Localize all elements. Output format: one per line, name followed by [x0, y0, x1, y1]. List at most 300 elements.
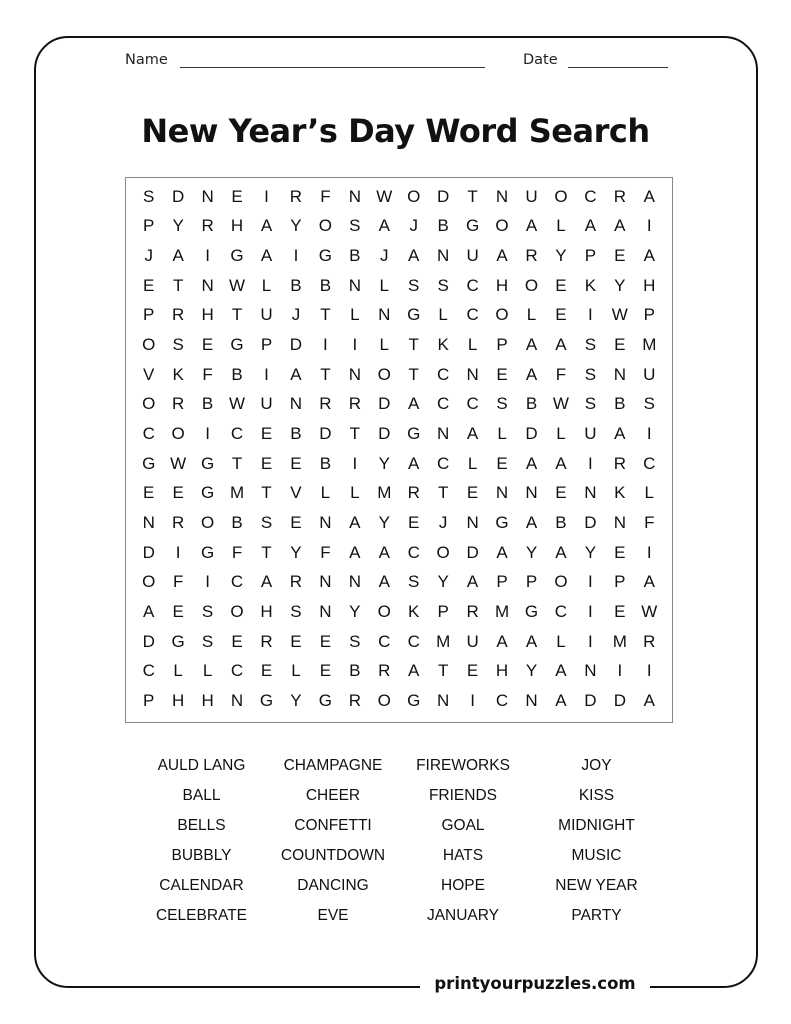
grid-cell[interactable]: T — [437, 483, 449, 503]
grid-cell[interactable]: C — [230, 424, 244, 444]
grid-cell[interactable]: A — [496, 631, 508, 651]
grid-cell[interactable]: D — [172, 186, 185, 206]
grid-cell[interactable]: D — [584, 691, 597, 711]
grid-cell[interactable]: M — [229, 483, 245, 503]
grid-cell[interactable]: S — [584, 394, 597, 414]
grid-cell[interactable]: A — [555, 453, 567, 473]
grid-cell[interactable]: N — [584, 483, 597, 503]
grid-cell[interactable]: N — [348, 275, 361, 295]
grid-cell[interactable]: D — [142, 631, 155, 651]
grid-cell[interactable]: A — [643, 572, 655, 592]
grid-cell[interactable]: T — [231, 305, 243, 325]
grid-cell[interactable]: O — [377, 602, 391, 622]
grid-cell[interactable]: N — [437, 424, 450, 444]
grid-cell[interactable]: G — [230, 335, 244, 355]
grid-cell[interactable]: G — [524, 602, 539, 622]
grid-cell[interactable]: A — [260, 216, 273, 236]
grid-cell[interactable]: B — [555, 513, 567, 533]
grid-cell[interactable]: E — [496, 364, 508, 384]
grid-cell[interactable]: I — [264, 364, 269, 384]
grid-cell[interactable]: L — [497, 424, 507, 444]
grid-cell[interactable]: I — [588, 305, 593, 325]
grid-cell[interactable]: S — [437, 275, 449, 295]
grid-cell[interactable]: W — [170, 453, 187, 473]
grid-cell[interactable]: I — [264, 186, 269, 206]
grid-cell[interactable]: A — [466, 424, 479, 444]
grid-cell[interactable]: F — [320, 186, 331, 206]
grid-cell[interactable]: Y — [555, 246, 567, 266]
grid-cell[interactable]: F — [172, 572, 184, 592]
grid-cell[interactable]: G — [200, 453, 215, 473]
grid-cell[interactable]: B — [201, 394, 214, 414]
grid-cell[interactable]: W — [229, 275, 246, 295]
grid-cell[interactable]: G — [407, 424, 421, 444]
grid-cell[interactable]: Y — [290, 691, 302, 711]
grid-cell[interactable]: L — [438, 305, 448, 325]
grid-cell[interactable]: P — [260, 335, 273, 355]
name-field-line[interactable] — [180, 67, 485, 68]
grid-cell[interactable]: A — [555, 691, 567, 711]
grid-cell[interactable]: A — [555, 335, 567, 355]
grid-cell[interactable]: N — [289, 394, 303, 414]
grid-cell[interactable]: R — [407, 483, 420, 503]
grid-cell[interactable]: A — [525, 513, 538, 533]
grid-cell[interactable]: E — [143, 275, 155, 295]
grid-cell[interactable]: R — [201, 216, 214, 236]
grid-cell[interactable]: B — [290, 275, 302, 295]
grid-cell[interactable]: G — [465, 216, 480, 236]
grid-cell[interactable]: O — [524, 275, 539, 295]
grid-cell[interactable]: N — [319, 602, 332, 622]
grid-cell[interactable]: A — [466, 572, 479, 592]
grid-cell[interactable]: N — [437, 246, 450, 266]
grid-cell[interactable]: D — [378, 424, 391, 444]
grid-cell[interactable]: E — [614, 246, 626, 266]
grid-cell[interactable]: O — [436, 542, 450, 562]
grid-cell[interactable]: N — [437, 691, 450, 711]
grid-cell[interactable]: N — [495, 483, 509, 503]
grid-cell[interactable]: S — [408, 275, 420, 295]
grid-cell[interactable]: U — [466, 631, 479, 651]
grid-cell[interactable]: S — [408, 572, 420, 592]
grid-cell[interactable]: D — [437, 186, 450, 206]
grid-cell[interactable]: G — [230, 246, 244, 266]
grid-cell[interactable]: K — [408, 602, 420, 622]
grid-cell[interactable]: A — [555, 542, 567, 562]
grid-cell[interactable]: T — [349, 424, 361, 444]
grid-cell[interactable]: C — [437, 453, 450, 473]
grid-cell[interactable]: C — [437, 394, 450, 414]
grid-cell[interactable]: E — [290, 513, 302, 533]
grid-cell[interactable]: C — [495, 691, 509, 711]
grid-cell[interactable]: R — [643, 631, 656, 651]
grid-cell[interactable]: E — [319, 631, 332, 651]
grid-cell[interactable]: B — [349, 246, 361, 266]
grid-cell[interactable]: R — [289, 572, 303, 592]
grid-cell[interactable]: E — [614, 335, 626, 355]
grid-cell[interactable]: E — [466, 483, 479, 503]
grid-cell[interactable]: A — [408, 246, 420, 266]
grid-cell[interactable]: B — [319, 453, 332, 473]
grid-cell[interactable]: N — [201, 275, 214, 295]
grid-cell[interactable]: P — [143, 216, 155, 236]
grid-cell[interactable]: E — [555, 483, 567, 503]
grid-cell[interactable]: A — [260, 246, 273, 266]
grid-cell[interactable]: A — [555, 661, 567, 681]
grid-cell[interactable]: I — [175, 542, 181, 562]
grid-cell[interactable]: B — [525, 394, 538, 414]
grid-cell[interactable]: N — [201, 186, 214, 206]
grid-cell[interactable]: F — [231, 542, 243, 562]
grid-cell[interactable]: L — [556, 424, 566, 444]
grid-cell[interactable]: S — [290, 602, 302, 622]
grid-cell[interactable]: H — [172, 691, 185, 711]
grid-cell[interactable]: E — [466, 661, 479, 681]
grid-cell[interactable]: E — [260, 424, 273, 444]
grid-cell[interactable]: T — [467, 186, 478, 206]
grid-cell[interactable]: G — [200, 483, 215, 503]
grid-cell[interactable]: R — [525, 246, 538, 266]
grid-cell[interactable]: P — [525, 572, 538, 592]
grid-cell[interactable]: I — [293, 246, 299, 266]
grid-cell[interactable]: C — [584, 186, 597, 206]
grid-cell[interactable]: L — [467, 453, 478, 473]
grid-cell[interactable]: N — [348, 572, 361, 592]
grid-cell[interactable]: J — [291, 305, 301, 325]
grid-cell[interactable]: M — [494, 602, 510, 622]
grid-cell[interactable]: E — [496, 453, 508, 473]
grid-cell[interactable]: L — [320, 483, 331, 503]
grid-cell[interactable]: N — [584, 661, 597, 681]
grid-cell[interactable]: A — [172, 246, 184, 266]
grid-cell[interactable]: F — [644, 513, 655, 533]
grid-cell[interactable]: C — [466, 394, 479, 414]
grid-cell[interactable]: E — [555, 305, 567, 325]
grid-cell[interactable]: T — [261, 483, 272, 503]
grid-cell[interactable]: Y — [437, 572, 449, 592]
grid-cell[interactable]: A — [525, 364, 538, 384]
grid-cell[interactable]: E — [260, 661, 273, 681]
grid-cell[interactable]: I — [617, 661, 623, 681]
grid-cell[interactable]: A — [408, 453, 420, 473]
grid-cell[interactable]: L — [379, 335, 389, 355]
grid-cell[interactable]: R — [172, 394, 185, 414]
grid-cell[interactable]: D — [466, 542, 479, 562]
grid-cell[interactable]: A — [496, 246, 508, 266]
grid-cell[interactable]: N — [348, 364, 361, 384]
grid-cell[interactable]: H — [201, 691, 214, 711]
grid-cell[interactable]: P — [614, 572, 626, 592]
grid-cell[interactable]: O — [377, 364, 391, 384]
grid-cell[interactable]: O — [142, 572, 156, 592]
grid-cell[interactable]: C — [437, 364, 450, 384]
grid-cell[interactable]: E — [290, 631, 302, 651]
grid-cell[interactable]: E — [614, 542, 626, 562]
grid-cell[interactable]: U — [466, 246, 479, 266]
grid-cell[interactable]: R — [466, 602, 479, 622]
grid-cell[interactable]: R — [348, 691, 361, 711]
grid-cell[interactable]: C — [407, 542, 420, 562]
grid-cell[interactable]: S — [201, 631, 214, 651]
grid-cell[interactable]: G — [495, 513, 509, 533]
grid-cell[interactable]: N — [319, 572, 332, 592]
grid-cell[interactable]: G — [200, 542, 215, 562]
grid-cell[interactable]: M — [377, 483, 392, 503]
grid-cell[interactable]: S — [496, 394, 508, 414]
grid-cell[interactable]: A — [378, 572, 390, 592]
grid-cell[interactable]: B — [231, 513, 243, 533]
grid-cell[interactable]: K — [437, 335, 449, 355]
grid-cell[interactable]: I — [352, 453, 358, 473]
grid-cell[interactable]: J — [144, 246, 153, 266]
grid-cell[interactable]: O — [554, 186, 568, 206]
grid-cell[interactable]: D — [378, 394, 391, 414]
grid-cell[interactable]: A — [378, 216, 390, 236]
grid-cell[interactable]: A — [290, 364, 302, 384]
grid-cell[interactable]: B — [349, 661, 361, 681]
grid-cell[interactable]: I — [646, 424, 652, 444]
grid-cell[interactable]: M — [436, 631, 451, 651]
grid-cell[interactable]: P — [437, 602, 449, 622]
grid-cell[interactable]: N — [466, 364, 479, 384]
grid-cell[interactable]: W — [229, 394, 246, 414]
grid-cell[interactable]: Y — [290, 216, 302, 236]
grid-cell[interactable]: A — [525, 453, 538, 473]
grid-cell[interactable]: S — [643, 394, 655, 414]
grid-cell[interactable]: S — [584, 335, 597, 355]
grid-cell[interactable]: O — [554, 572, 568, 592]
grid-cell[interactable]: B — [319, 275, 332, 295]
grid-cell[interactable]: H — [201, 305, 214, 325]
grid-cell[interactable]: L — [644, 483, 654, 503]
grid-cell[interactable]: O — [407, 186, 421, 206]
grid-cell[interactable]: C — [407, 631, 420, 651]
grid-cell[interactable]: M — [642, 335, 657, 355]
grid-cell[interactable]: E — [319, 661, 332, 681]
grid-cell[interactable]: D — [319, 424, 332, 444]
grid-cell[interactable]: P — [584, 246, 597, 266]
grid-cell[interactable]: I — [588, 572, 593, 592]
grid-cell[interactable]: Y — [290, 542, 302, 562]
grid-cell[interactable]: E — [614, 602, 626, 622]
grid-cell[interactable]: O — [230, 602, 244, 622]
grid-cell[interactable]: D — [584, 513, 597, 533]
grid-cell[interactable]: A — [643, 691, 655, 711]
grid-cell[interactable]: I — [588, 602, 593, 622]
grid-cell[interactable]: B — [614, 394, 626, 414]
grid-cell[interactable]: K — [614, 483, 626, 503]
grid-cell[interactable]: A — [408, 661, 420, 681]
grid-cell[interactable]: A — [643, 246, 655, 266]
grid-cell[interactable]: F — [320, 542, 331, 562]
grid-cell[interactable]: N — [466, 513, 479, 533]
grid-cell[interactable]: I — [646, 216, 652, 236]
grid-cell[interactable]: U — [643, 364, 656, 384]
grid-cell[interactable]: R — [613, 186, 626, 206]
grid-cell[interactable]: T — [320, 305, 331, 325]
grid-cell[interactable]: S — [349, 216, 361, 236]
grid-cell[interactable]: A — [525, 216, 538, 236]
grid-cell[interactable]: D — [525, 424, 538, 444]
grid-cell[interactable]: E — [172, 483, 184, 503]
grid-cell[interactable]: D — [613, 691, 626, 711]
grid-cell[interactable]: T — [261, 542, 272, 562]
grid-cell[interactable]: O — [377, 691, 391, 711]
grid-cell[interactable]: Y — [525, 542, 538, 562]
grid-cell[interactable]: T — [172, 275, 184, 295]
grid-cell[interactable]: D — [289, 335, 303, 355]
grid-cell[interactable]: T — [408, 335, 419, 355]
grid-cell[interactable]: K — [172, 364, 184, 384]
grid-cell[interactable]: E — [201, 335, 214, 355]
grid-cell[interactable]: O — [495, 305, 509, 325]
grid-cell[interactable]: G — [318, 246, 332, 266]
grid-cell[interactable]: R — [613, 453, 626, 473]
grid-cell[interactable]: C — [466, 275, 479, 295]
grid-cell[interactable]: I — [323, 335, 328, 355]
grid-cell[interactable]: I — [588, 453, 593, 473]
grid-cell[interactable]: L — [467, 335, 478, 355]
grid-cell[interactable]: N — [525, 483, 538, 503]
grid-cell[interactable]: A — [349, 513, 361, 533]
grid-cell[interactable]: C — [466, 305, 479, 325]
grid-cell[interactable]: O — [171, 424, 185, 444]
grid-cell[interactable]: E — [408, 513, 420, 533]
grid-cell[interactable]: L — [556, 216, 566, 236]
grid-cell[interactable]: A — [260, 572, 273, 592]
word-search-grid[interactable] — [125, 177, 673, 723]
grid-cell[interactable]: L — [202, 661, 213, 681]
grid-cell[interactable]: L — [173, 661, 183, 681]
grid-cell[interactable]: L — [261, 275, 272, 295]
grid-cell[interactable]: O — [495, 216, 509, 236]
grid-cell[interactable]: J — [380, 246, 389, 266]
grid-cell[interactable]: G — [259, 691, 274, 711]
grid-cell[interactable]: G — [407, 305, 421, 325]
grid-cell[interactable]: E — [231, 631, 243, 651]
grid-cell[interactable]: N — [378, 305, 391, 325]
grid-cell[interactable]: D — [142, 542, 155, 562]
grid-cell[interactable]: N — [348, 186, 361, 206]
grid-cell[interactable]: C — [142, 424, 155, 444]
grid-cell[interactable]: A — [496, 542, 508, 562]
grid-cell[interactable]: A — [643, 186, 655, 206]
grid-cell[interactable]: N — [613, 364, 626, 384]
grid-cell[interactable]: L — [350, 305, 360, 325]
grid-cell[interactable]: A — [525, 631, 538, 651]
grid-cell[interactable]: W — [376, 186, 393, 206]
grid-cell[interactable]: B — [290, 424, 302, 444]
grid-cell[interactable]: L — [379, 275, 389, 295]
grid-cell[interactable]: H — [230, 216, 244, 236]
grid-cell[interactable]: O — [200, 513, 215, 533]
grid-cell[interactable]: R — [319, 394, 332, 414]
grid-cell[interactable]: T — [320, 364, 331, 384]
grid-cell[interactable]: B — [437, 216, 449, 236]
grid-cell[interactable]: J — [438, 513, 448, 533]
grid-cell[interactable]: C — [230, 661, 244, 681]
grid-cell[interactable]: A — [614, 424, 626, 444]
grid-cell[interactable]: N — [319, 513, 332, 533]
grid-cell[interactable]: H — [495, 661, 509, 681]
grid-cell[interactable]: L — [291, 661, 301, 681]
grid-cell[interactable]: Y — [614, 275, 626, 295]
grid-cell[interactable]: N — [142, 513, 155, 533]
grid-cell[interactable]: V — [290, 483, 302, 503]
grid-cell[interactable]: C — [230, 572, 244, 592]
grid-cell[interactable]: K — [584, 275, 597, 295]
grid-cell[interactable]: Y — [378, 513, 390, 533]
grid-cell[interactable]: P — [496, 572, 508, 592]
grid-cell[interactable]: C — [554, 602, 568, 622]
grid-cell[interactable]: T — [231, 453, 243, 473]
grid-cell[interactable]: O — [142, 335, 156, 355]
grid-cell[interactable]: J — [409, 216, 418, 236]
grid-cell[interactable]: I — [646, 542, 652, 562]
grid-cell[interactable]: I — [205, 246, 210, 266]
grid-cell[interactable]: C — [378, 631, 391, 651]
grid-cell[interactable]: U — [525, 186, 538, 206]
grid-cell[interactable]: S — [201, 602, 214, 622]
grid-cell[interactable]: I — [205, 424, 210, 444]
grid-cell[interactable]: R — [172, 305, 185, 325]
grid-cell[interactable]: Y — [525, 661, 538, 681]
grid-cell[interactable]: S — [172, 335, 184, 355]
grid-cell[interactable]: R — [348, 394, 361, 414]
grid-cell[interactable]: S — [143, 186, 155, 206]
grid-cell[interactable]: P — [143, 305, 155, 325]
grid-cell[interactable]: U — [260, 394, 273, 414]
grid-cell[interactable]: V — [143, 364, 155, 384]
grid-cell[interactable]: P — [143, 691, 155, 711]
grid-cell[interactable]: Y — [172, 216, 184, 236]
grid-cell[interactable]: H — [260, 602, 273, 622]
grid-cell[interactable]: R — [378, 661, 391, 681]
grid-cell[interactable]: F — [555, 364, 567, 384]
grid-cell[interactable]: E — [555, 275, 567, 295]
grid-cell[interactable]: A — [584, 216, 597, 236]
grid-cell[interactable]: T — [408, 364, 419, 384]
grid-cell[interactable]: P — [496, 335, 508, 355]
grid-cell[interactable]: A — [378, 542, 390, 562]
grid-cell[interactable]: E — [290, 453, 302, 473]
grid-cell[interactable]: Y — [584, 542, 597, 562]
grid-cell[interactable]: L — [526, 305, 537, 325]
grid-cell[interactable]: Y — [378, 453, 390, 473]
grid-cell[interactable]: L — [350, 483, 360, 503]
grid-cell[interactable]: A — [143, 602, 155, 622]
grid-cell[interactable]: A — [349, 542, 361, 562]
grid-cell[interactable]: H — [495, 275, 509, 295]
grid-cell[interactable]: G — [171, 631, 185, 651]
grid-cell[interactable]: F — [202, 364, 213, 384]
grid-cell[interactable]: W — [552, 394, 569, 414]
grid-cell[interactable]: C — [643, 453, 656, 473]
grid-cell[interactable]: G — [318, 691, 332, 711]
grid-cell[interactable]: N — [230, 691, 244, 711]
grid-cell[interactable]: S — [584, 364, 597, 384]
grid-cell[interactable]: W — [641, 602, 658, 622]
grid-cell[interactable]: A — [614, 216, 626, 236]
grid-cell[interactable]: N — [525, 691, 538, 711]
grid-cell[interactable]: G — [407, 691, 421, 711]
grid-cell[interactable]: E — [143, 483, 155, 503]
grid-cell[interactable]: O — [142, 394, 156, 414]
grid-cell[interactable]: P — [643, 305, 655, 325]
grid-cell[interactable]: T — [437, 661, 449, 681]
grid-cell[interactable]: I — [470, 691, 475, 711]
grid-cell[interactable]: W — [611, 305, 628, 325]
